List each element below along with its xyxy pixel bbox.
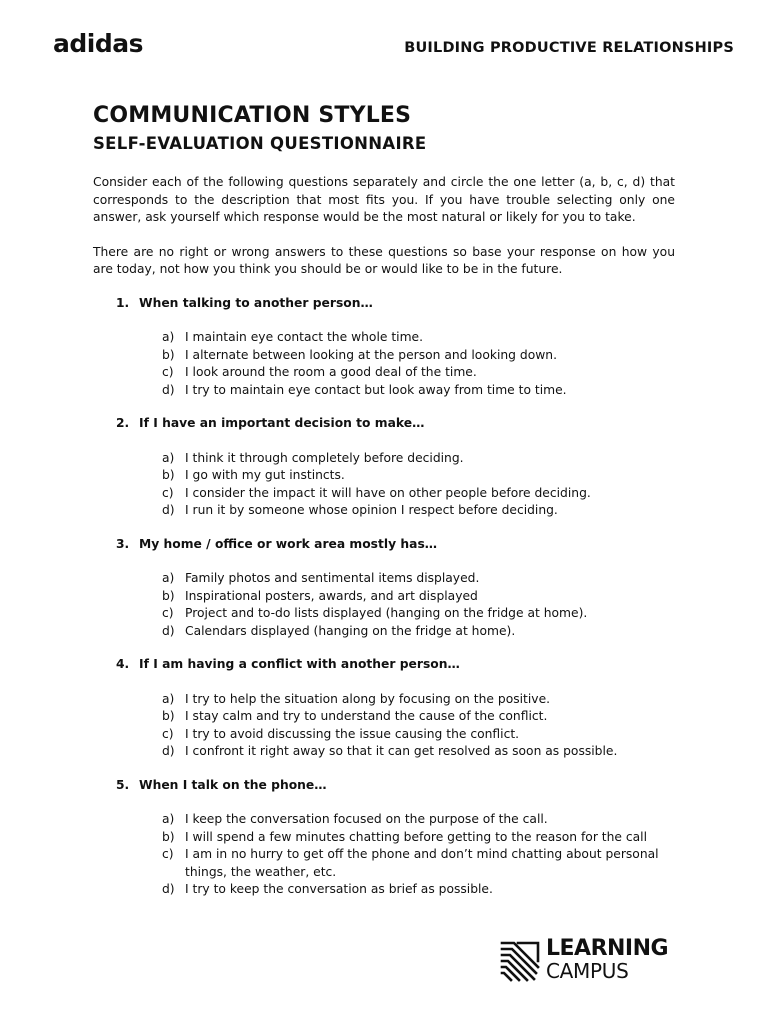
option-letter[interactable]: c) bbox=[162, 726, 174, 741]
instructions-paragraph: Consider each of the following questions separately and circle the one letter (a, b, c, d) that corresponds to the description that most fits you. If you have trouble selecting only one answer, ask yourself which response would be the most natural or likely for you to take. bbox=[93, 175, 675, 224]
question-text: When I talk on the phone… bbox=[139, 777, 327, 792]
question-text: When talking to another person… bbox=[139, 295, 373, 310]
option-letter[interactable]: b) bbox=[162, 588, 175, 603]
answer-option[interactable] bbox=[93, 743, 675, 761]
option-letter[interactable]: d) bbox=[162, 744, 175, 758]
option-text: I run it by someone whose opinion I respect before deciding. bbox=[185, 503, 558, 517]
answer-option[interactable] bbox=[93, 364, 675, 382]
page-subtitle: SELF-EVALUATION QUESTIONNAIRE bbox=[93, 134, 427, 153]
question-item bbox=[93, 295, 675, 400]
option-letter[interactable]: c) bbox=[162, 847, 174, 861]
question-number: 4. bbox=[116, 657, 130, 671]
answer-option[interactable] bbox=[93, 691, 675, 709]
note-paragraph: There are no right or wrong answers to these questions so base your response on how you are today, not how you think you should be or would like to be in the future. bbox=[93, 244, 675, 276]
answer-option[interactable] bbox=[93, 623, 675, 641]
option-list bbox=[93, 811, 675, 899]
option-text: I try to help the situation along by focusing on the positive. bbox=[185, 691, 551, 706]
option-letter[interactable]: d) bbox=[162, 382, 175, 397]
answer-option[interactable] bbox=[93, 605, 675, 623]
answer-option[interactable] bbox=[93, 450, 675, 468]
option-text: I will spend a few minutes chatting before getting to the reason for the call bbox=[185, 829, 648, 844]
answer-option[interactable] bbox=[93, 708, 675, 726]
option-letter[interactable]: a) bbox=[162, 571, 175, 585]
option-letter[interactable]: c) bbox=[162, 606, 174, 620]
question-heading bbox=[93, 295, 675, 313]
question-text: If I have an important decision to make… bbox=[139, 416, 425, 430]
option-letter[interactable]: b) bbox=[162, 709, 175, 723]
question-number: 1. bbox=[116, 295, 130, 310]
option-letter[interactable]: d) bbox=[162, 623, 175, 638]
option-text: Inspirational posters, awards, and art displayed bbox=[185, 588, 478, 603]
answer-option[interactable] bbox=[93, 829, 675, 847]
option-letter[interactable]: b) bbox=[162, 829, 175, 844]
question-item bbox=[93, 777, 675, 899]
answer-option[interactable] bbox=[93, 485, 675, 503]
option-letter[interactable]: d) bbox=[162, 503, 175, 517]
answer-option[interactable] bbox=[93, 467, 675, 485]
option-letter[interactable]: b) bbox=[162, 468, 175, 482]
question-heading bbox=[93, 656, 675, 674]
option-text: I consider the impact it will have on other people before deciding. bbox=[185, 485, 591, 500]
question-heading bbox=[93, 536, 675, 554]
option-text: I maintain eye contact the whole time. bbox=[185, 330, 424, 344]
document-header: BUILDING PRODUCTIVE RELATIONSHIPS bbox=[404, 40, 734, 56]
option-text: I keep the conversation focused on the purpose of the call. bbox=[185, 812, 548, 826]
option-text: I try to keep the conversation as brief as possible. bbox=[185, 882, 493, 896]
option-text: Family photos and sentimental items displayed. bbox=[185, 571, 480, 585]
question-item bbox=[93, 536, 675, 641]
option-text: Project and to-do lists displayed (hanging on the fridge at home). bbox=[185, 606, 588, 620]
question-text: My home / office or work area mostly has… bbox=[139, 536, 438, 551]
document-body bbox=[93, 101, 675, 899]
option-letter[interactable]: a) bbox=[162, 450, 175, 465]
question-list bbox=[93, 295, 675, 899]
option-text: I am in no hurry to get off the phone and don’t mind chatting about personal things, the weather, etc. bbox=[185, 847, 659, 879]
option-text: I look around the room a good deal of the time. bbox=[185, 365, 477, 379]
option-text: I try to maintain eye contact but look away from time to time. bbox=[185, 382, 567, 397]
option-letter[interactable]: c) bbox=[162, 485, 174, 500]
brand-logo: adidas bbox=[53, 29, 143, 58]
option-text: I stay calm and try to understand the cause of the conflict. bbox=[185, 709, 548, 723]
answer-option[interactable] bbox=[93, 329, 675, 347]
question-item bbox=[93, 656, 675, 761]
learning-campus-logo bbox=[500, 938, 680, 988]
answer-option[interactable] bbox=[93, 881, 675, 899]
option-letter[interactable]: d) bbox=[162, 882, 175, 896]
question-number: 3. bbox=[116, 536, 130, 551]
answer-option[interactable] bbox=[93, 726, 675, 744]
answer-option[interactable] bbox=[93, 570, 675, 588]
logo-word-campus: CAMPUS bbox=[546, 959, 629, 983]
option-letter[interactable]: a) bbox=[162, 812, 175, 826]
question-text: If I am having a conflict with another person… bbox=[139, 657, 460, 671]
option-letter[interactable]: a) bbox=[162, 330, 175, 344]
option-list bbox=[93, 570, 675, 640]
option-list bbox=[93, 329, 675, 399]
question-number: 2. bbox=[116, 416, 130, 430]
option-text: I alternate between looking at the person and looking down. bbox=[185, 347, 557, 362]
option-text: I try to avoid discussing the issue causing the conflict. bbox=[185, 726, 520, 741]
answer-option[interactable] bbox=[93, 846, 675, 881]
option-letter[interactable]: a) bbox=[162, 691, 175, 706]
option-text: I think it through completely before deciding. bbox=[185, 450, 464, 465]
question-item bbox=[93, 415, 675, 520]
question-heading bbox=[93, 415, 675, 433]
option-text: Calendars displayed (hanging on the fridge at home). bbox=[185, 623, 516, 638]
answer-option[interactable] bbox=[93, 347, 675, 365]
question-heading bbox=[93, 777, 675, 795]
option-list bbox=[93, 450, 675, 520]
option-text: I go with my gut instincts. bbox=[185, 468, 345, 482]
option-list bbox=[93, 691, 675, 761]
option-letter[interactable]: c) bbox=[162, 365, 174, 379]
answer-option[interactable] bbox=[93, 588, 675, 606]
logo-word-learning: LEARNING bbox=[546, 936, 669, 961]
option-letter[interactable]: b) bbox=[162, 347, 175, 362]
answer-option[interactable] bbox=[93, 811, 675, 829]
stripes-icon bbox=[500, 940, 540, 982]
question-number: 5. bbox=[116, 777, 130, 792]
answer-option[interactable] bbox=[93, 382, 675, 400]
page-title: COMMUNICATION STYLES bbox=[93, 103, 412, 128]
answer-option[interactable] bbox=[93, 502, 675, 520]
option-text: I confront it right away so that it can get resolved as soon as possible. bbox=[185, 744, 618, 758]
